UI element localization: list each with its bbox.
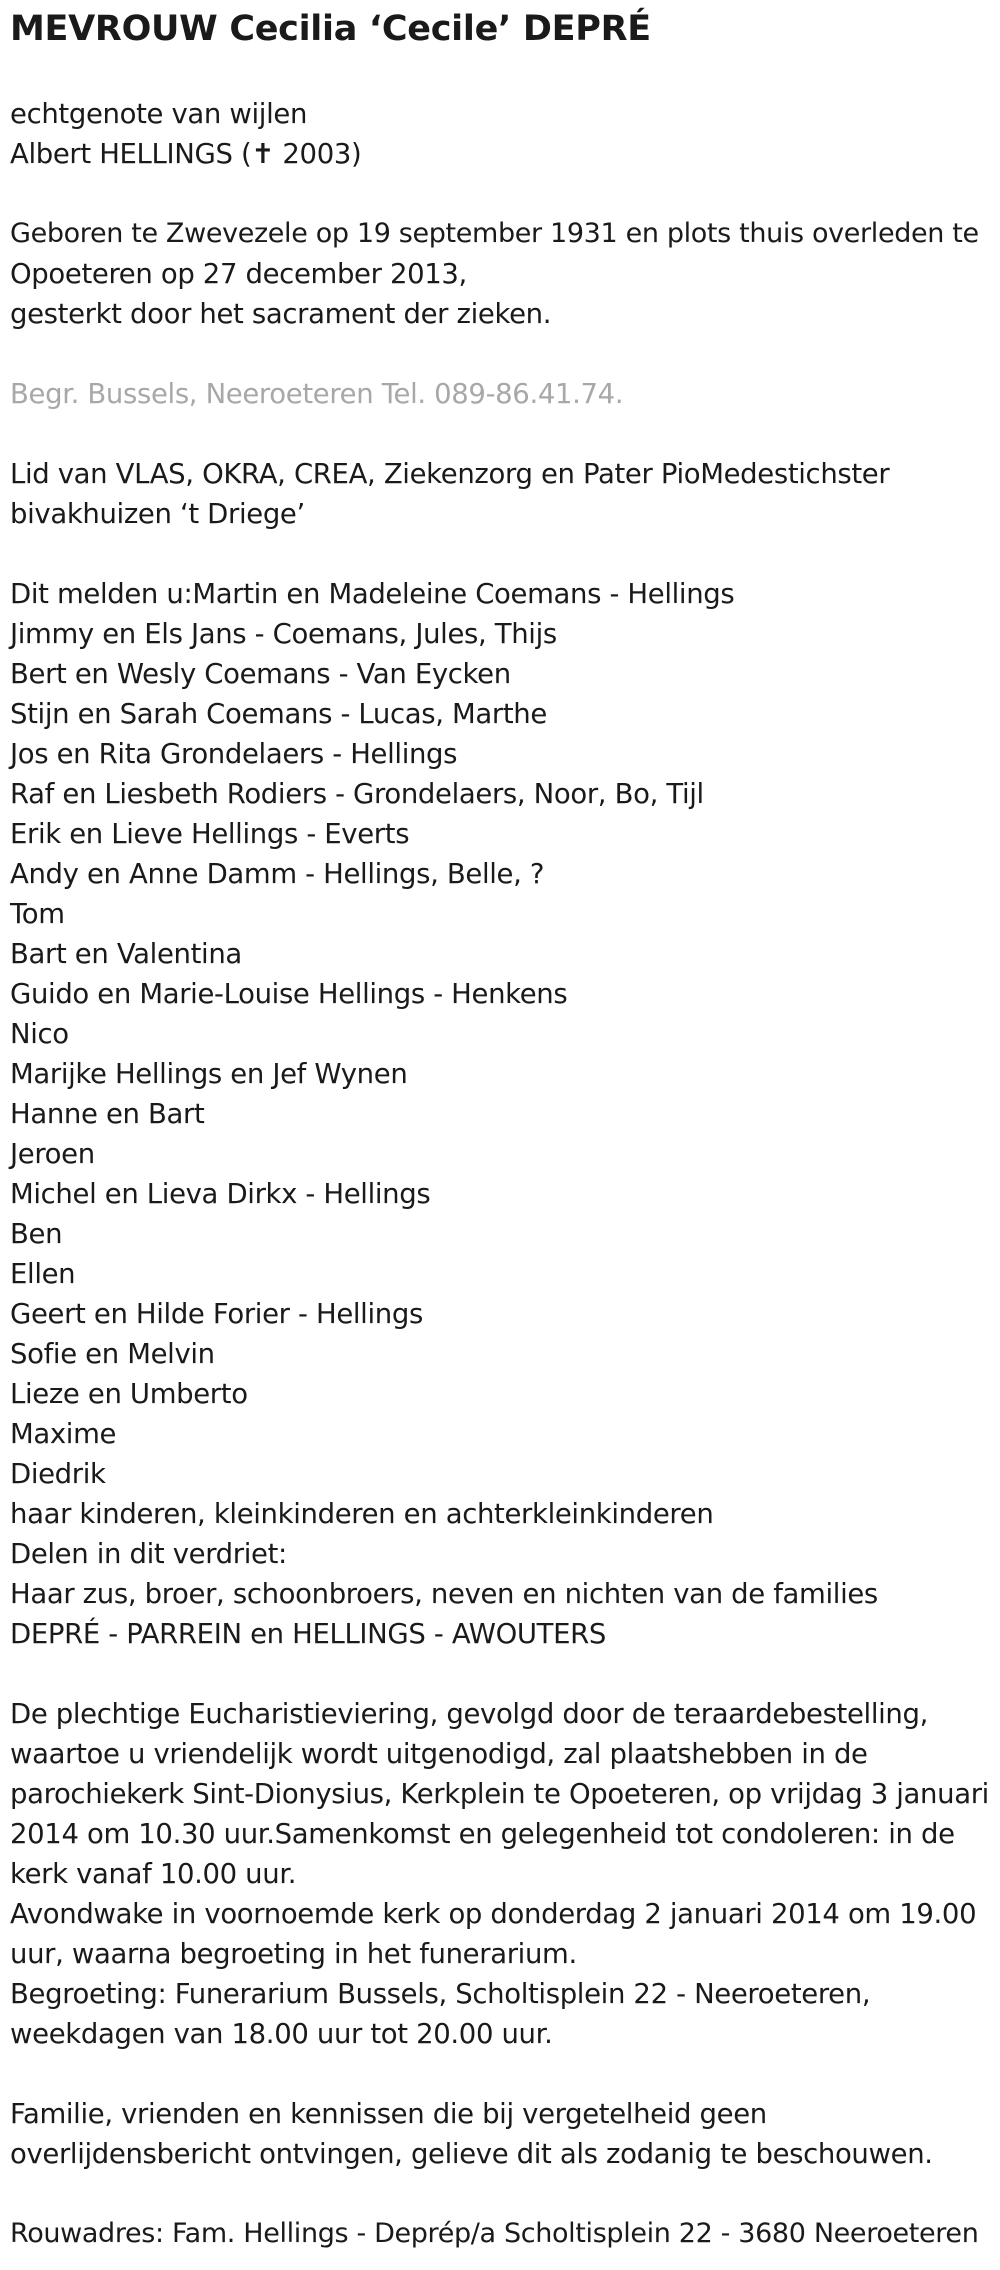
- family-line: Geert en Hilde Forier - Hellings: [10, 1298, 423, 1330]
- membership-line: Lid van VLAS, OKRA, CREA, Ziekenzorg en Pater PioMedestichster: [10, 458, 890, 490]
- birth-death-line: Opoeteren op 27 december 2013,: [10, 258, 467, 290]
- ceremony-line: waartoe u vriendelijk wordt uitgenodigd, zal plaatshebben in de: [10, 1738, 868, 1770]
- family-line: Ben: [10, 1218, 63, 1250]
- page-title: MEVROUW Cecilia ‘Cecile’ DEPRÉ: [10, 9, 651, 49]
- family-line: Sofie en Melvin: [10, 1338, 215, 1370]
- family-line: Bert en Wesly Coemans - Van Eycken: [10, 658, 511, 690]
- family-section: [10, 574, 990, 1654]
- ceremony-line: uur, waarna begroeting in het funerarium.: [10, 1938, 577, 1970]
- family-line: Haar zus, broer, schoonbroers, neven en nichten van de families: [10, 1578, 878, 1610]
- family-line: Bart en Valentina: [10, 938, 242, 970]
- undertaker-note: Begr. Bussels, Neeroeteren Tel. 089-86.41.74.: [10, 378, 624, 410]
- family-line: Ellen: [10, 1258, 76, 1290]
- ceremony-line: parochiekerk Sint-Dionysius, Kerkplein te Opoeteren, op vrijdag 3 januari: [10, 1778, 989, 1810]
- spouse-line: echtgenote van wijlen: [10, 98, 308, 130]
- family-line: Michel en Lieva Dirkx - Hellings: [10, 1178, 431, 1210]
- family-line: Hanne en Bart: [10, 1098, 205, 1130]
- family-line: Lieze en Umberto: [10, 1378, 248, 1410]
- birth-death-line: gesterkt door het sacrament der zieken.: [10, 298, 552, 330]
- family-line: Delen in dit verdriet:: [10, 1538, 287, 1570]
- family-line: Tom: [10, 898, 65, 930]
- mourning-address: Rouwadres: Fam. Hellings - Deprép/a Scholtisplein 22 - 3680 Neeroeteren: [10, 2218, 979, 2249]
- family-line: DEPRÉ - PARREIN en HELLINGS - AWOUTERS: [10, 1618, 607, 1650]
- family-line: Maxime: [10, 1418, 117, 1450]
- notice-section: [10, 2094, 990, 2174]
- spouse-section: [10, 94, 990, 174]
- spouse-line: Albert HELLINGS (✝ 2003): [10, 138, 362, 170]
- ceremony-section: [10, 1694, 990, 2054]
- family-line: Erik en Lieve Hellings - Everts: [10, 818, 410, 850]
- family-line: Stijn en Sarah Coemans - Lucas, Marthe: [10, 698, 547, 730]
- notice-line: overlijdensbericht ontvingen, gelieve dit als zodanig te beschouwen.: [10, 2138, 933, 2170]
- ceremony-line: De plechtige Eucharistieviering, gevolgd door de teraardebestelling,: [10, 1698, 929, 1730]
- ceremony-line: weekdagen van 18.00 uur tot 20.00 uur.: [10, 2018, 553, 2050]
- family-line: Jeroen: [10, 1138, 95, 1170]
- notice-line: Familie, vrienden en kennissen die bij vergetelheid geen: [10, 2098, 767, 2130]
- family-line: Diedrik: [10, 1458, 106, 1490]
- ceremony-line: Begroeting: Funerarium Bussels, Scholtisplein 22 - Neeroeteren,: [10, 1978, 871, 2010]
- ceremony-line: kerk vanaf 10.00 uur.: [10, 1858, 297, 1890]
- ceremony-line: Avondwake in voornoemde kerk op donderdag 2 januari 2014 om 19.00: [10, 1898, 977, 1930]
- family-line: Andy en Anne Damm - Hellings, Belle, ?: [10, 858, 545, 890]
- family-line: Guido en Marie-Louise Hellings - Henkens: [10, 978, 568, 1010]
- undertaker-section: [10, 374, 990, 414]
- birth-death-line: Geboren te Zwevezele op 19 september 1931 en plots thuis overleden te: [10, 218, 979, 249]
- family-line: haar kinderen, kleinkinderen en achterkleinkinderen: [10, 1498, 714, 1530]
- address-section: [10, 2214, 990, 2254]
- family-line: Jimmy en Els Jans - Coemans, Jules, Thijs: [10, 618, 557, 650]
- family-line: Nico: [10, 1018, 69, 1050]
- memberships-section: [10, 454, 990, 534]
- ceremony-line: 2014 om 10.30 uur.Samenkomst en gelegenheid tot condoleren: in de: [10, 1818, 955, 1850]
- family-line: Jos en Rita Grondelaers - Hellings: [10, 738, 458, 770]
- birth-death-section: [10, 214, 990, 334]
- family-line: Raf en Liesbeth Rodiers - Grondelaers, Noor, Bo, Tijl: [10, 778, 704, 810]
- membership-line: bivakhuizen ‘t Driege’: [10, 498, 305, 530]
- family-line: Marijke Hellings en Jef Wynen: [10, 1058, 408, 1090]
- family-line: Dit melden u:Martin en Madeleine Coemans - Hellings: [10, 578, 735, 610]
